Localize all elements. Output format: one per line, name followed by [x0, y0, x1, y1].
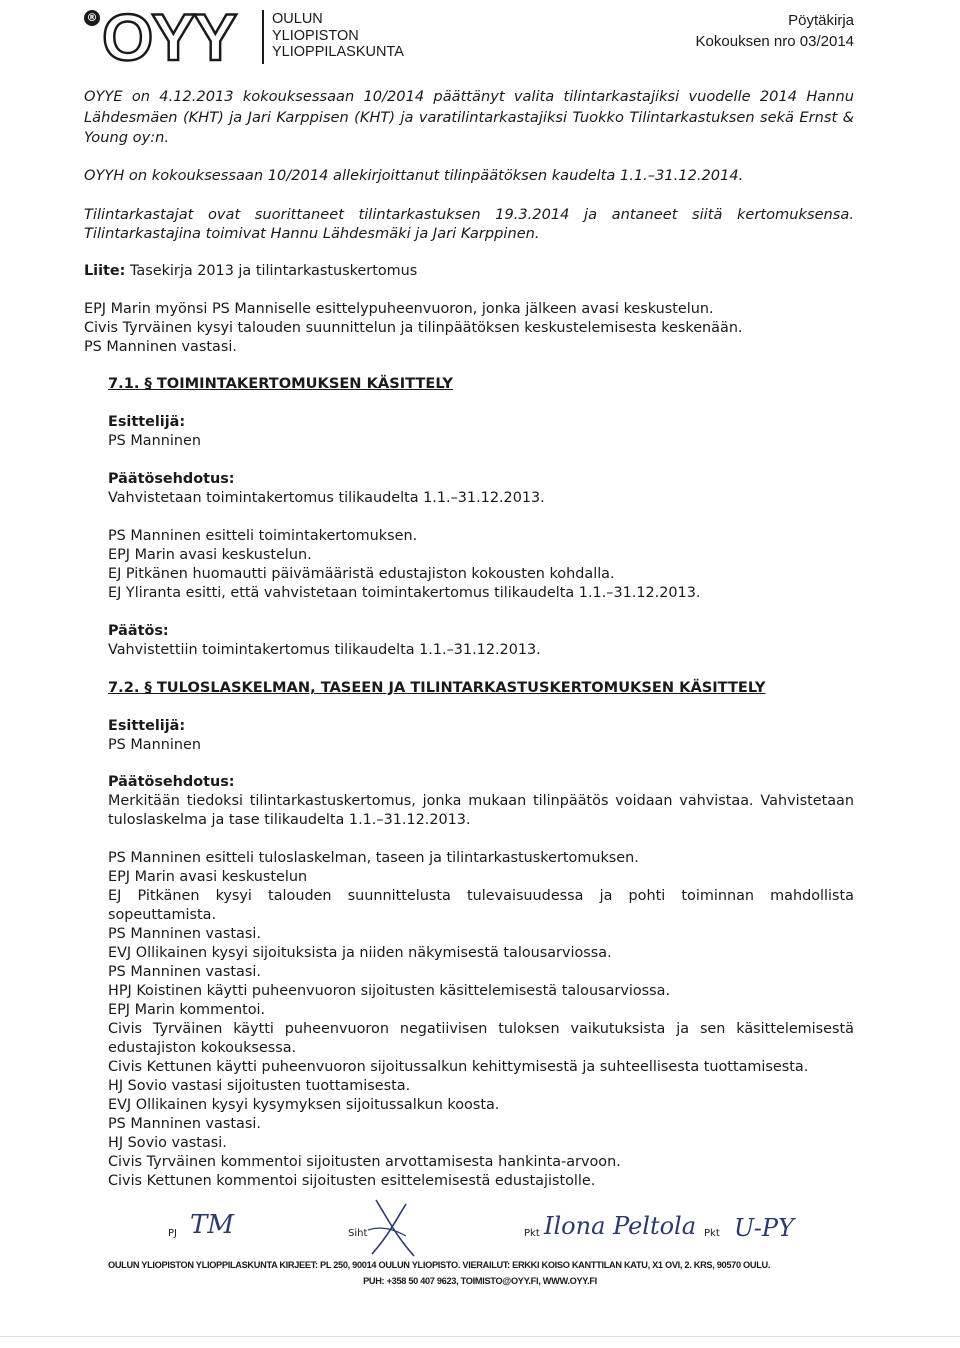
- discussion-line: Civis Tyrväinen kommentoi sijoitusten arvottamisesta hankinta-arvoon.: [108, 1154, 621, 1170]
- discussion-line: EJ Yliranta esitti, että vahvistetaan toimintakertomus tilikaudelta 1.1.–31.12.2013.: [108, 585, 701, 601]
- discussion-line: PS Manninen vastasi.: [108, 1116, 261, 1132]
- proposal-text-line1: Merkitään tiedoksi tilintarkastuskertomus, jonka mukaan tilinpäätös voidaan vahvistaa. Vahvistetaan: [108, 793, 854, 809]
- discussion-line: EPJ Marin myönsi PS Manniselle esittelypuheenvuoron, jonka jälkeen avasi keskustelun.: [84, 301, 714, 317]
- discussion-line: EPJ Marin avasi keskustelun: [108, 869, 308, 885]
- decision-text: Vahvistettiin toimintakertomus tilikaudelta 1.1.–31.12.2013.: [108, 642, 541, 658]
- intro-p3-line2: Tilintarkastajina toimivat Hannu Lähdesmäki ja Jari Karppinen.: [84, 225, 540, 242]
- proposal-label: Päätösehdotus:: [108, 774, 235, 790]
- discussion-line: Civis Tyrväinen käytti puheenvuoron negatiivisen tuloksen vaikutuksista ja sen käsittelemisestä: [108, 1021, 854, 1037]
- discussion-line: edustajiston kokouksessa.: [108, 1040, 297, 1056]
- pj-signature: TM: [190, 1210, 234, 1240]
- presenter-label: Esittelijä:: [108, 718, 186, 734]
- discussion-line: HJ Sovio vastasi.: [108, 1135, 227, 1151]
- pkt1-signature: Ilona Peltola: [544, 1212, 697, 1240]
- discussion-line: HJ Sovio vastasi sijoitusten tuottamisesta.: [108, 1078, 411, 1094]
- meeting-number: Kokouksen nro 03/2014: [695, 33, 854, 50]
- presenter-name: PS Manninen: [108, 737, 201, 753]
- discussion-line: PS Manninen esitteli toimintakertomuksen.: [108, 528, 418, 544]
- intro-p1-line3: Young oy:n.: [84, 129, 170, 146]
- attachment-text: Tasekirja 2013 ja tilintarkastuskertomus: [125, 263, 418, 279]
- document-type: Pöytäkirja: [788, 12, 854, 29]
- page-bottom-rule: [0, 1336, 960, 1337]
- siht-signature-icon: [362, 1196, 422, 1260]
- org-name-line1: OULUN: [272, 11, 323, 27]
- intro-p1-line2: Lähdesmäen (KHT) ja Jari Karppisen (KHT) ja varatilintarkastajiksi Tuokko Tilintarkastuksen sekä Ernst &: [84, 109, 854, 126]
- proposal-text-line2: tuloslaskelma ja tase tilikaudelta 1.1.–31.12.2013.: [108, 812, 471, 828]
- discussion-line: Civis Tyrväinen kysyi talouden suunnittelun ja tilinpäätöksen keskustelemisesta keskenään.: [84, 320, 743, 336]
- discussion-line: PS Manninen vastasi.: [108, 964, 261, 980]
- intro-p3-line1: Tilintarkastajat ovat suorittaneet tilintarkastuksen 19.3.2014 ja antaneet siitä kertomuksensa.: [84, 206, 854, 223]
- section-heading-7-1: 7.1. § TOIMINTAKERTOMUKSEN KÄSITTELY: [108, 375, 453, 392]
- discussion-line: PS Manninen vastasi.: [108, 926, 261, 942]
- document-meta: [696, 10, 854, 52]
- footer-address: OULUN YLIOPISTON YLIOPPILASKUNTA KIRJEET: PL 250, 90014 OULUN YLIOPISTO. VIERAILUT: ERKKI KOISO KANTTILAN KATU, X1 OVI, 2. KRS, 90570 OULU.: [108, 1260, 771, 1270]
- discussion-line: EVJ Ollikainen kysyi sijoituksista ja niiden näkymisestä talousarviossa.: [108, 945, 612, 961]
- proposal-text: Vahvistetaan toimintakertomus tilikaudelta 1.1.–31.12.2013.: [108, 490, 545, 506]
- discussion-line: PS Manninen vastasi.: [84, 339, 237, 355]
- logo-mark: ®: [84, 10, 100, 26]
- intro-p2: OYYH on kokouksessaan 10/2014 allekirjoittanut tilinpäätöksen kaudelta 1.1.–31.12.2014.: [84, 167, 744, 184]
- pkt1-label: Pkt: [524, 1228, 540, 1239]
- attachment-label: Liite:: [84, 263, 126, 279]
- discussion-line: EPJ Marin kommentoi.: [108, 1002, 266, 1018]
- org-name-line3: YLIOPPILASKUNTA: [272, 44, 404, 60]
- discussion-line: EJ Pitkänen kysyi talouden suunnittelusta tulevaisuudessa ja pohti toiminnan mahdollista: [108, 888, 854, 904]
- discussion-line: HPJ Koistinen käytti puheenvuoron sijoitusten käsittelemisestä talousarviossa.: [108, 983, 671, 999]
- presenter-name: PS Manninen: [108, 433, 201, 449]
- discussion-line: PS Manninen esitteli tuloslaskelman, taseen ja tilintarkastuskertomuksen.: [108, 850, 639, 866]
- attachment-line: [84, 262, 417, 281]
- org-name-line2: YLIOPISTON: [272, 27, 359, 44]
- discussion-line: Civis Kettunen kommentoi sijoitusten esittelemisestä edustajistolle.: [108, 1173, 596, 1189]
- pkt2-signature: U-PY: [734, 1214, 794, 1242]
- section-heading-7-2: 7.2. § TULOSLASKELMAN, TASEEN JA TILINTARKASTUSKERTOMUKSEN KÄSITTELY: [108, 679, 766, 696]
- pkt2-label: Pkt: [704, 1228, 720, 1239]
- footer-contact: PUH: +358 50 407 9623, TOIMISTO@OYY.FI, WWW.OYY.FI: [363, 1276, 597, 1286]
- discussion-line: EPJ Marin avasi keskustelun.: [108, 547, 312, 563]
- intro-p1-line1: OYYE on 4.12.2013 kokouksessaan 10/2014 päättänyt valita tilintarkastajiksi vuodelle 2014 Hannu: [84, 88, 854, 105]
- discussion-line: Civis Kettunen käytti puheenvuoron sijoitussalkun kehittymisestä ja suhteellisesta tuottamisesta.: [108, 1059, 809, 1075]
- logo-wordmark: OYY: [102, 0, 236, 74]
- presenter-label: Esittelijä:: [108, 414, 186, 430]
- discussion-line: EVJ Ollikainen kysyi kysymyksen sijoitussalkun koosta.: [108, 1097, 500, 1113]
- org-name: [272, 11, 404, 61]
- pj-label: PJ: [168, 1228, 177, 1239]
- decision-label: Päätös:: [108, 623, 169, 639]
- siht-label: Siht: [348, 1228, 368, 1239]
- logo-divider: [262, 10, 264, 64]
- proposal-label: Päätösehdotus:: [108, 471, 235, 487]
- discussion-line: sopeuttamista.: [108, 907, 217, 923]
- discussion-line: EJ Pitkänen huomautti päivämääristä edustajiston kokousten kohdalla.: [108, 566, 615, 582]
